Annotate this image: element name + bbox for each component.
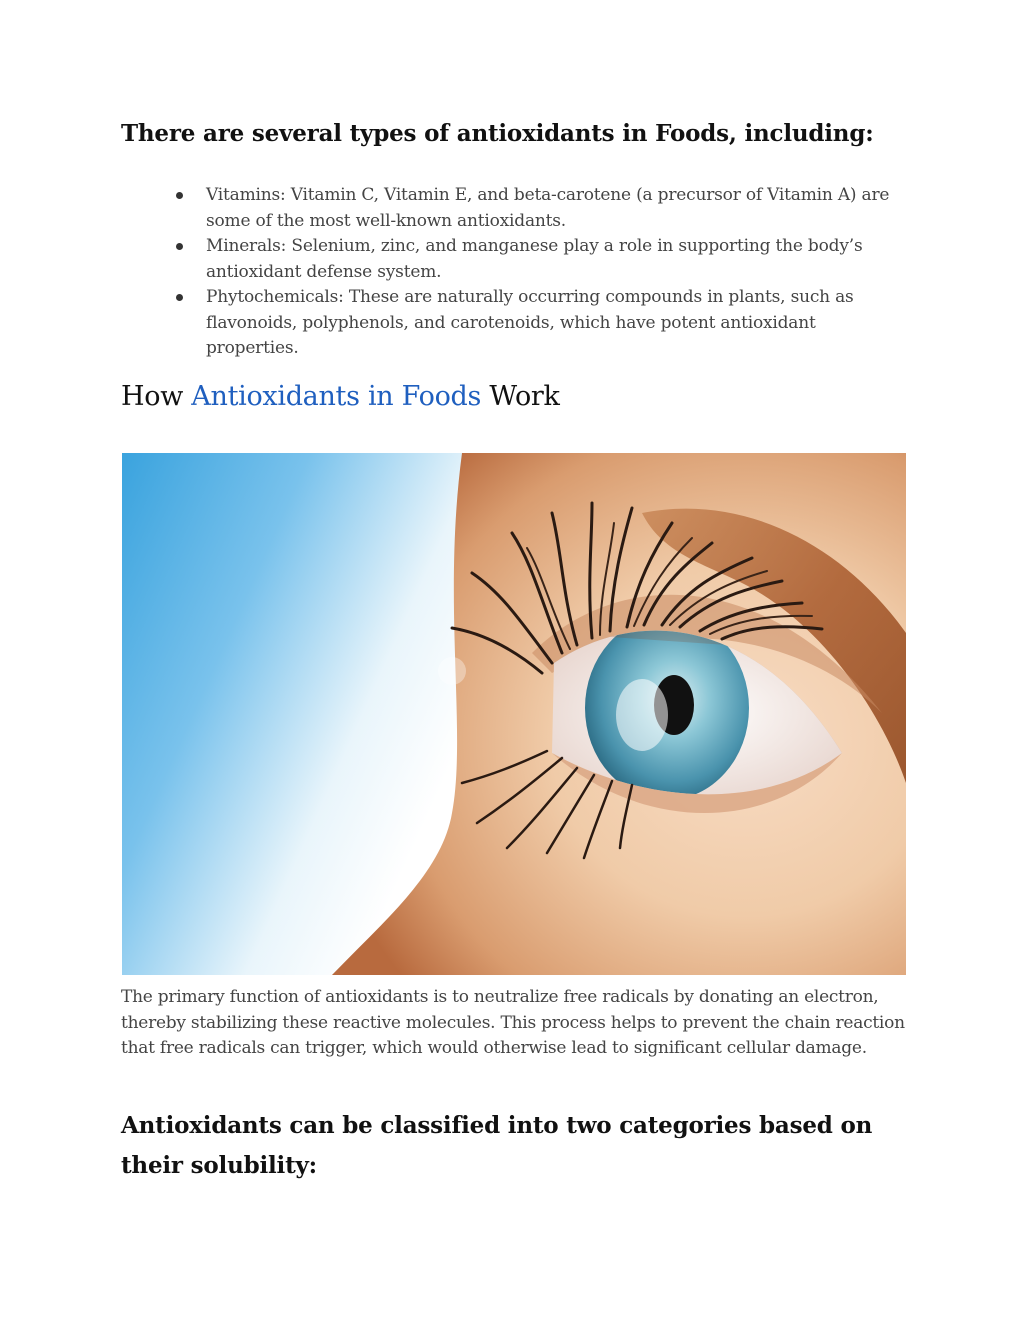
function-paragraph: The primary function of antioxidants is to neutralize free radicals by donating an electron, thereby stabilizing these reactive molecules. This process helps to prevent the chain reaction that free radicals can trigger, which would otherwise lead to significant cellular damage.	[121, 987, 905, 1058]
list-item	[121, 234, 911, 285]
types-heading: There are several types of antioxidants in Foods, including:	[121, 120, 874, 147]
list-item-text: Minerals: Selenium, zinc, and manganese play a role in supporting the body’s antioxidant defense system.	[206, 236, 863, 282]
list-item	[121, 183, 911, 234]
how-heading-suffix: Work	[481, 381, 560, 412]
antioxidants-in-foods-link[interactable]: Antioxidants in Foods	[191, 381, 482, 412]
bullet-icon	[176, 243, 183, 250]
eye-photo	[122, 453, 906, 975]
how-heading-prefix: How	[121, 381, 192, 412]
how-heading	[121, 378, 560, 416]
classification-heading: Antioxidants can be classified into two categories based on their solubility:	[121, 1112, 873, 1179]
bullet-icon	[176, 294, 183, 301]
list-item-text: Phytochemicals: These are naturally occurring compounds in plants, such as flavonoids, polyphenols, and carotenoids, which have potent antioxidant properties.	[206, 287, 854, 358]
bullet-icon	[176, 192, 183, 199]
antioxidant-types-list	[121, 183, 911, 362]
list-item-text: Vitamins: Vitamin C, Vitamin E, and beta-carotene (a precursor of Vitamin A) are some of the most well-known antioxidants.	[206, 185, 890, 231]
list-item	[121, 285, 911, 362]
